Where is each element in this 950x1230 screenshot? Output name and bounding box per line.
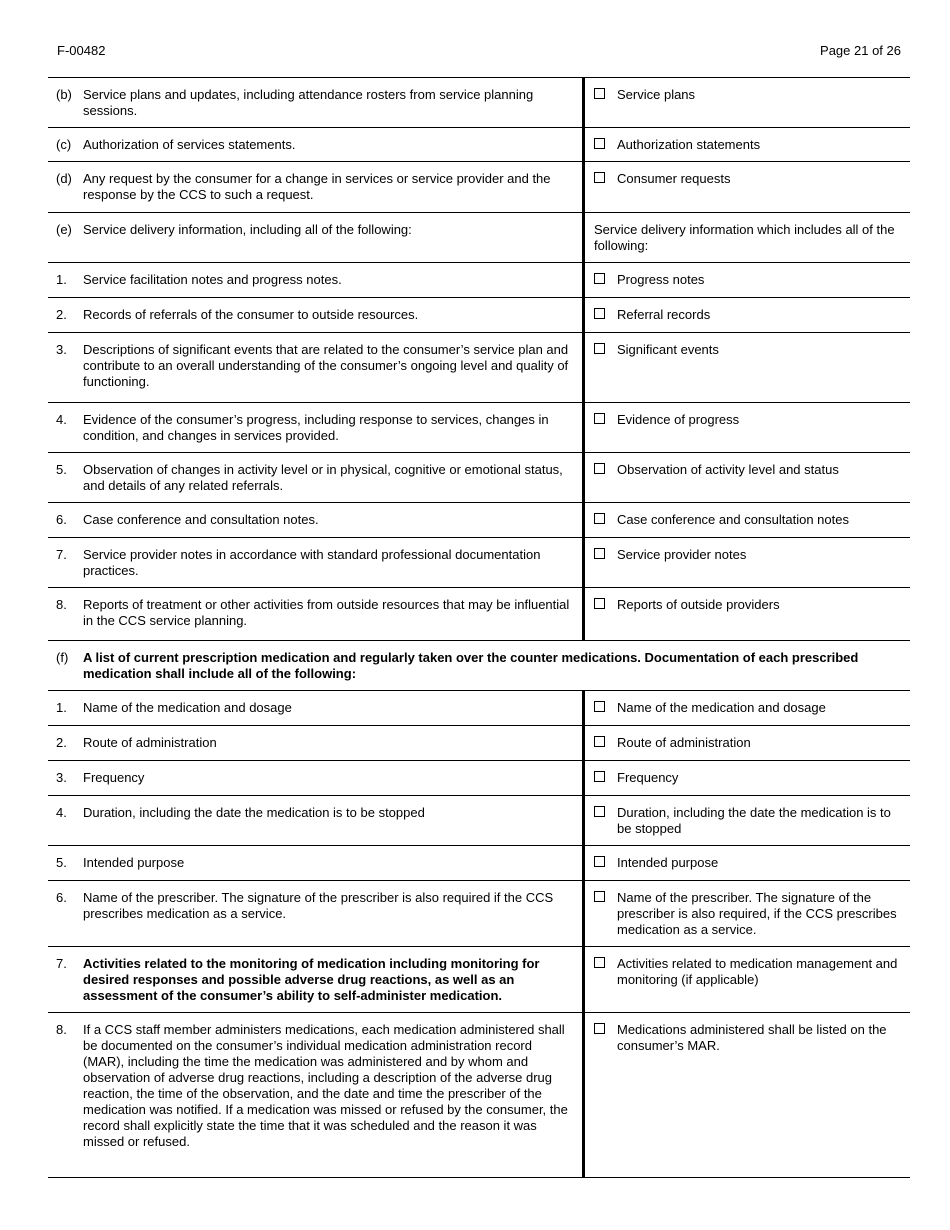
checkbox-option[interactable]	[594, 272, 902, 288]
requirement-text: Name of the prescriber. The signature of the prescriber is also required if the CCS prescribes medication as a service.	[83, 890, 554, 921]
item-number: (e)	[56, 222, 72, 237]
requirement-cell	[48, 947, 584, 1013]
requirement-text: Records of referrals of the consumer to outside resources.	[83, 307, 419, 322]
table-row	[48, 588, 910, 641]
checkbox-option[interactable]	[594, 1022, 902, 1054]
table-row	[48, 403, 910, 453]
requirement-text: Reports of treatment or other activities from outside resources that may be influential in the CCS service planning.	[83, 597, 570, 628]
requirement-text: Duration, including the date the medication is to be stopped	[83, 805, 425, 820]
requirement-text: Service delivery information, including all of the following:	[83, 222, 412, 237]
requirement-text: Observation of changes in activity level or in physical, cognitive or emotional status, and details of any related referrals.	[83, 462, 563, 493]
table-row	[48, 726, 910, 761]
checklist-cell	[584, 333, 911, 403]
checkbox[interactable]	[594, 138, 605, 149]
checkbox[interactable]	[594, 273, 605, 284]
requirement-cell	[48, 263, 584, 298]
requirement-text: Service facilitation notes and progress notes.	[83, 272, 342, 287]
checkbox[interactable]	[594, 701, 605, 712]
checkbox[interactable]	[594, 88, 605, 99]
requirement-text: Evidence of the consumer’s progress, including response to services, changes in condition, and changes in services provided.	[83, 412, 549, 443]
table-row	[48, 641, 910, 691]
checkbox-label: Service provider notes	[617, 547, 747, 562]
checkbox-option[interactable]	[594, 770, 902, 786]
item-number: 4.	[56, 412, 67, 427]
requirement-text: A list of current prescription medication and regularly taken over the counter medications. Documentation of each prescribed medication shall include all of the following:	[83, 650, 859, 681]
checklist-cell	[584, 503, 911, 538]
requirement-text: If a CCS staff member administers medications, each medication administered shall be documented on the consumer’s individual medication administration record (MAR), including the time the medication was administered and by whom and observation of adverse drug reactions, including a description of the adverse drug reaction, the time of the observation, and the date and time the prescriber of the medication was notified. If a medication was missed or refused by the consumer, the record shall explicitly state the time that it was scheduled and the reason it was missed or refused.	[83, 1022, 568, 1149]
requirement-cell	[48, 846, 584, 881]
requirement-item	[56, 412, 574, 444]
item-number: 1.	[56, 700, 67, 715]
requirement-cell	[48, 588, 584, 641]
requirement-item	[56, 700, 574, 716]
checkbox-label: Medications administered shall be listed on the consumer’s MAR.	[617, 1022, 887, 1053]
checkbox-option[interactable]	[594, 512, 902, 528]
checklist-cell	[584, 298, 911, 333]
checkbox[interactable]	[594, 513, 605, 524]
checkbox-option[interactable]	[594, 412, 902, 428]
requirement-item	[56, 547, 574, 579]
requirement-item	[56, 1022, 574, 1150]
checklist-cell	[584, 1013, 911, 1178]
checkbox[interactable]	[594, 736, 605, 747]
item-number: 3.	[56, 342, 67, 357]
checkbox-option[interactable]	[594, 462, 902, 478]
checklist-cell	[584, 263, 911, 298]
form-id: F-00482	[57, 43, 106, 58]
requirement-text: Service plans and updates, including attendance rosters from service planning sessions.	[83, 87, 534, 118]
item-number: 6.	[56, 890, 67, 905]
requirement-item	[56, 462, 574, 494]
item-number: 4.	[56, 805, 67, 820]
checkbox-label: Authorization statements	[617, 137, 761, 152]
item-number: 3.	[56, 770, 67, 785]
checkbox-label: Route of administration	[617, 735, 751, 750]
requirement-cell	[48, 162, 584, 213]
requirement-cell	[48, 1013, 584, 1178]
item-number: (c)	[56, 137, 72, 152]
table-row	[48, 796, 910, 846]
item-number: 8.	[56, 597, 67, 612]
table-row	[48, 503, 910, 538]
table-row	[48, 947, 910, 1013]
checkbox[interactable]	[594, 856, 605, 867]
table-row	[48, 1013, 910, 1178]
requirement-item	[56, 956, 574, 1004]
checklist-cell	[584, 78, 911, 128]
requirement-cell	[48, 298, 584, 333]
section-heading-cell	[48, 641, 910, 691]
checklist-cell	[584, 726, 911, 761]
requirement-cell	[48, 538, 584, 588]
requirement-text: Frequency	[83, 770, 145, 785]
checkbox-label: Consumer requests	[617, 171, 731, 186]
table-row	[48, 333, 910, 403]
checkbox[interactable]	[594, 413, 605, 424]
requirement-item	[56, 512, 574, 528]
checkbox-label: Case conference and consultation notes	[617, 512, 849, 527]
checkbox[interactable]	[594, 172, 605, 183]
requirement-text: Authorization of services statements.	[83, 137, 296, 152]
item-number: (f)	[56, 650, 69, 665]
checkbox-label: Referral records	[617, 307, 711, 322]
checklist-cell	[584, 538, 911, 588]
requirement-text: Activities related to the monitoring of medication including monitoring for desired responses and possible adverse drug reactions, as well as an assessment of the consumer’s ability to self-administer medication.	[83, 956, 540, 1003]
checklist-cell	[584, 213, 911, 263]
table-row	[48, 538, 910, 588]
checkbox-option[interactable]	[594, 805, 902, 837]
checklist-cell	[584, 128, 911, 162]
requirement-item	[56, 272, 574, 288]
requirement-text: Intended purpose	[83, 855, 185, 870]
checkbox-option[interactable]	[594, 307, 902, 323]
checkbox-option[interactable]	[594, 87, 902, 103]
checklist-cell	[584, 761, 911, 796]
table-row	[48, 298, 910, 333]
checkbox-label: Name of the medication and dosage	[617, 700, 826, 715]
requirement-cell	[48, 78, 584, 128]
checkbox-label: Significant events	[617, 342, 719, 357]
item-number: 6.	[56, 512, 67, 527]
table-row	[48, 162, 910, 213]
checklist-cell	[584, 453, 911, 503]
requirement-item	[56, 222, 574, 238]
checkbox[interactable]	[594, 548, 605, 559]
item-number: 7.	[56, 956, 67, 971]
checkbox-label: Evidence of progress	[617, 412, 740, 427]
requirement-cell	[48, 503, 584, 538]
requirement-cell	[48, 796, 584, 846]
checkbox[interactable]	[594, 308, 605, 319]
requirement-cell	[48, 691, 584, 726]
requirement-text: Any request by the consumer for a change in services or service provider and the response by the CCS to such a request.	[83, 171, 551, 202]
checklist-cell	[584, 403, 911, 453]
requirement-item	[56, 87, 574, 119]
checkbox-option[interactable]	[594, 700, 902, 716]
requirement-item	[56, 171, 574, 203]
checkbox[interactable]	[594, 598, 605, 609]
table-row	[48, 213, 910, 263]
checklist-cell	[584, 796, 911, 846]
requirement-item	[56, 650, 902, 682]
requirement-text: Route of administration	[83, 735, 217, 750]
requirement-cell	[48, 881, 584, 947]
checkbox[interactable]	[594, 891, 605, 902]
checkbox[interactable]	[594, 771, 605, 782]
checkbox[interactable]	[594, 463, 605, 474]
requirement-item	[56, 597, 574, 629]
requirement-item	[56, 307, 574, 323]
checkbox-label: Duration, including the date the medication is to be stopped	[617, 805, 891, 836]
checkbox-option[interactable]	[594, 956, 902, 988]
requirement-text: Case conference and consultation notes.	[83, 512, 319, 527]
table-row	[48, 78, 910, 128]
requirement-cell	[48, 128, 584, 162]
item-number: 5.	[56, 855, 67, 870]
checkbox-label: Name of the prescriber. The signature of the prescriber is also required, if the CCS prescribes medication as a service.	[617, 890, 897, 937]
item-number: 5.	[56, 462, 67, 477]
checkbox-option[interactable]	[594, 342, 902, 358]
checkbox-label: Service plans	[617, 87, 696, 102]
item-number: 7.	[56, 547, 67, 562]
checkbox-option[interactable]	[594, 171, 902, 187]
records-checklist-table	[48, 77, 910, 1178]
checklist-cell	[584, 691, 911, 726]
requirement-text: Service provider notes in accordance with standard professional documentation practices.	[83, 547, 541, 578]
checkbox-option[interactable]	[594, 137, 902, 153]
checkbox-label: Activities related to medication management and monitoring (if applicable)	[617, 956, 898, 987]
item-number: 2.	[56, 735, 67, 750]
requirement-cell	[48, 726, 584, 761]
requirement-cell	[48, 333, 584, 403]
requirement-item	[56, 770, 574, 786]
table-row	[48, 881, 910, 947]
requirement-item	[56, 855, 574, 871]
requirement-text: Name of the medication and dosage	[83, 700, 292, 715]
checkbox[interactable]	[594, 343, 605, 354]
checklist-cell	[584, 947, 911, 1013]
requirement-item	[56, 805, 574, 821]
requirement-cell	[48, 761, 584, 796]
checkbox-option[interactable]	[594, 547, 902, 563]
checklist-cell	[584, 881, 911, 947]
requirement-item	[56, 342, 574, 390]
checkbox-label: Frequency	[617, 770, 679, 785]
checkbox-option[interactable]	[594, 890, 902, 938]
page-number: Page 21 of 26	[820, 43, 901, 58]
item-number: 1.	[56, 272, 67, 287]
requirement-item	[56, 735, 574, 751]
checklist-rows	[48, 78, 910, 1178]
item-number: 2.	[56, 307, 67, 322]
requirement-item	[56, 137, 574, 153]
requirement-cell	[48, 403, 584, 453]
checklist-note: Service delivery information which includes all of the following:	[594, 222, 895, 253]
checkbox-label: Observation of activity level and status	[617, 462, 839, 477]
table-row	[48, 128, 910, 162]
item-number: (b)	[56, 87, 72, 102]
checkbox-option[interactable]	[594, 735, 902, 751]
table-row	[48, 691, 910, 726]
checkbox-option[interactable]	[594, 855, 902, 871]
checklist-cell	[584, 588, 911, 641]
checklist-cell	[584, 162, 911, 213]
table-row	[48, 263, 910, 298]
checkbox-label: Reports of outside providers	[617, 597, 780, 612]
requirement-text: Descriptions of significant events that are related to the consumer’s service plan and contribute to an overall understanding of the consumer’s ongoing level and quality of functioning.	[83, 342, 569, 389]
table-row	[48, 453, 910, 503]
table-row	[48, 846, 910, 881]
requirement-cell	[48, 213, 584, 263]
item-number: 8.	[56, 1022, 67, 1037]
checklist-cell	[584, 846, 911, 881]
table-row	[48, 761, 910, 796]
checkbox-label: Progress notes	[617, 272, 705, 287]
checkbox[interactable]	[594, 806, 605, 817]
checkbox[interactable]	[594, 957, 605, 968]
item-number: (d)	[56, 171, 72, 186]
checkbox-option[interactable]	[594, 597, 902, 613]
requirement-cell	[48, 453, 584, 503]
checkbox[interactable]	[594, 1023, 605, 1034]
checkbox-label: Intended purpose	[617, 855, 719, 870]
requirement-item	[56, 890, 574, 922]
